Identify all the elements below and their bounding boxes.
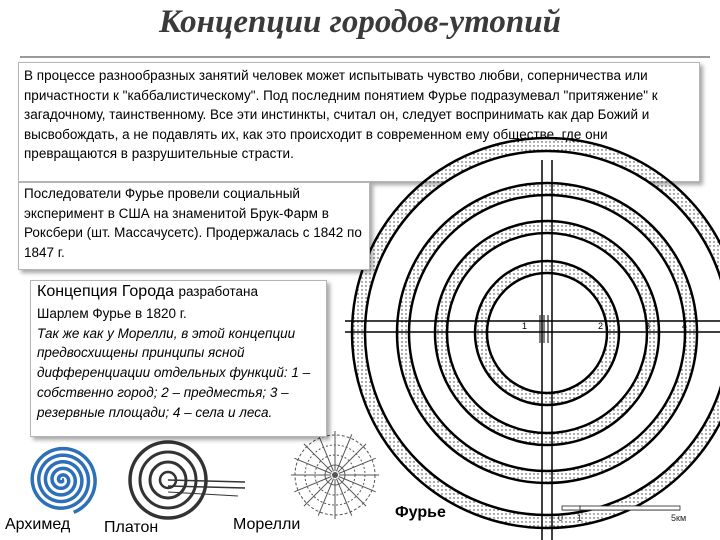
concept-body xyxy=(37,304,327,422)
concept-heading-strong: Концепция Города xyxy=(37,283,174,300)
concept-text-box xyxy=(30,280,327,437)
caption-plato: Платон xyxy=(104,519,159,536)
caption-archimedes: Архимед xyxy=(5,516,71,533)
zone-number-3: 3 xyxy=(645,321,651,331)
scale-label-zero: 0 xyxy=(558,513,564,523)
paragraph-brook-farm: Последователи Фурье провели социальный эксперимент в США на знаменитой Брук-Фарм в Роксбери (шт. Массачусетс). Продержалась с 1842 по 1847 г. xyxy=(24,186,362,260)
plato-scheme xyxy=(130,442,245,518)
scale-bar xyxy=(562,506,680,510)
scale-label-end: 5км xyxy=(671,513,687,523)
paragraph-fourier-attraction: В процессе разнообразных занятий человек может испытывать чувство любви, соперничества или причастности к "каббалистическому". Под последним понятием Фурье подразумевал "притяжение" к загадочному, таинственному. Все эти инстинкты, считал он, следует воспринимать как дар Божий и высвобождать, а не подавлять их, как это происходит в современном ему обществе, где они превращаются в разрушительные страсти. xyxy=(24,68,658,161)
concept-heading xyxy=(37,283,258,301)
concept-description: Так же как у Морелли, в этой концепции предвосхищены принципы ясной дифференциации отдельных функций: 1 – собственно город; 2 – предместья; 3 – резервные площади; 4 – села и леса. xyxy=(37,325,311,420)
morelli-scheme xyxy=(291,431,379,519)
caption-morelli: Морелли xyxy=(233,516,301,533)
zone-number-2: 2 xyxy=(598,321,604,331)
zone-number-4: 4 xyxy=(682,321,688,331)
page-title: Концепции городов-утопий xyxy=(159,4,561,40)
concept-year: в 1820 г. xyxy=(135,306,187,321)
brook-farm-text-box xyxy=(18,182,370,270)
concept-heading-rest: разработана xyxy=(178,284,258,299)
fourier-rings xyxy=(345,138,720,540)
concept-author: Шарлем Фурье xyxy=(37,306,132,321)
zone-number-1: 1 xyxy=(522,321,528,331)
caption-fourier: Фурье xyxy=(395,504,446,521)
archimedes-spiral xyxy=(32,449,95,513)
scale-label-one: 1 xyxy=(577,513,583,523)
